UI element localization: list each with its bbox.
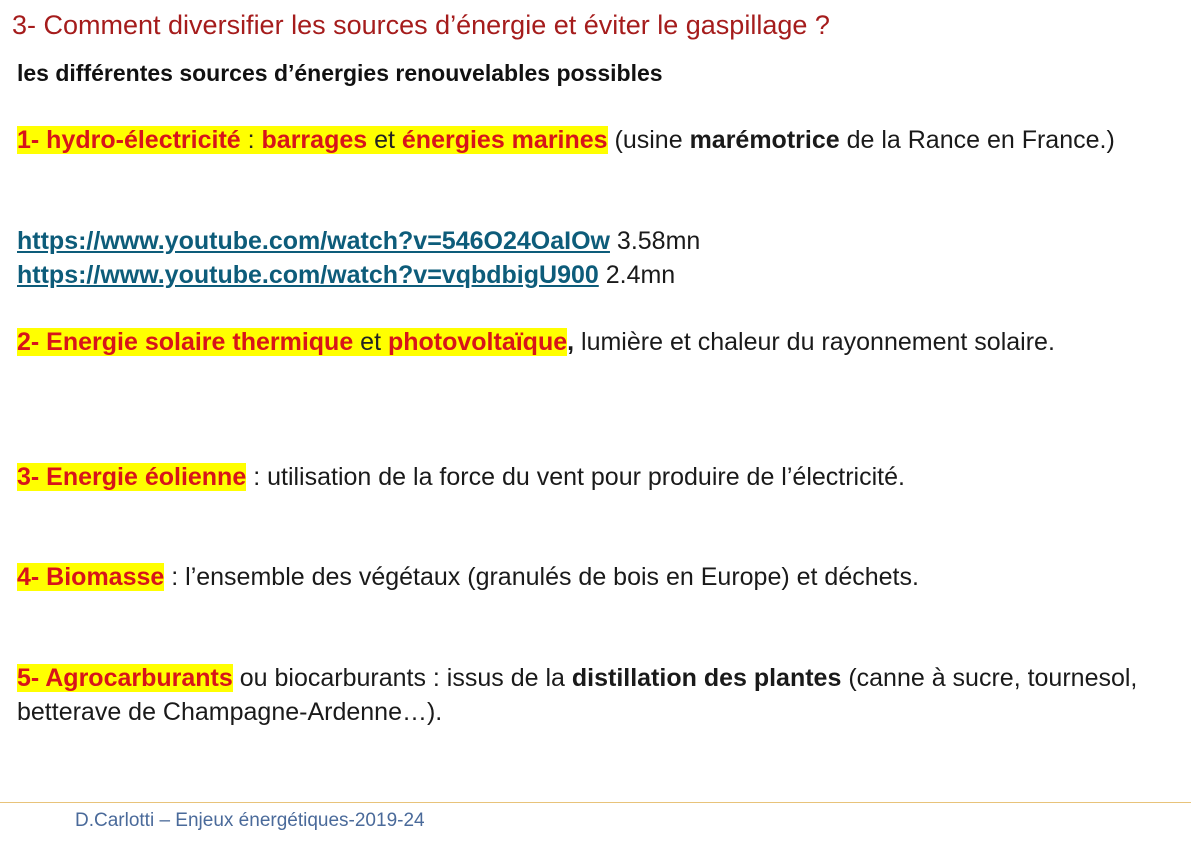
video-link-row-2 bbox=[17, 258, 1167, 292]
item-solar-et: et bbox=[353, 328, 388, 356]
item-biomass-rest: l’ensemble des végétaux (granulés de bois en Europe) et déchets. bbox=[185, 563, 919, 591]
item-biomass bbox=[17, 560, 1167, 594]
item-biomass-sep: : bbox=[164, 563, 186, 591]
item-wind-sep: : bbox=[246, 463, 268, 491]
item-agrofuel bbox=[17, 661, 1167, 729]
item-wind-rest: utilisation de la force du vent pour produire de l’électricité. bbox=[267, 463, 905, 491]
footer-text: D.Carlotti – Enjeux énergétiques-2019-24 bbox=[75, 810, 425, 831]
video-link-row-1 bbox=[17, 224, 1167, 258]
item-hydro-sep: : bbox=[240, 126, 262, 154]
video-link-1[interactable]: https://www.youtube.com/watch?v=546O24OaIOw bbox=[17, 227, 610, 255]
item-hydro-rest-a: (usine bbox=[607, 126, 690, 154]
item-agrofuel-distillation: distillation des plantes bbox=[571, 664, 842, 692]
video-link-2[interactable]: https://www.youtube.com/watch?v=vqbdbigU900 bbox=[17, 261, 599, 289]
page-subtitle: les différentes sources d’énergies renouvelables possibles bbox=[17, 60, 663, 86]
video-duration-1: 3.58mn bbox=[609, 227, 701, 255]
item-hydro-label: 1- hydro-électricité bbox=[17, 126, 241, 154]
item-hydro-barrages: barrages bbox=[261, 126, 368, 154]
footer-divider bbox=[0, 802, 1191, 803]
item-hydro-rest-b: de la Rance en France.) bbox=[839, 126, 1115, 154]
item-wind-label: 3- Energie éolienne bbox=[17, 463, 247, 491]
item-solar-photo: photovoltaïque bbox=[387, 328, 568, 356]
item-hydro-et: et bbox=[367, 126, 402, 154]
video-duration-2: 2.4mn bbox=[598, 261, 676, 289]
item-agrofuel-rest-a: ou biocarburants : issus de la bbox=[232, 664, 572, 692]
item-agrofuel-rest-b: (canne à sucre, tournesol, betterave de Champagne-Ardenne…). bbox=[17, 664, 1138, 726]
item-solar-label: 2- Energie solaire thermique bbox=[17, 328, 354, 356]
page-title: 3- Comment diversifier les sources d’énergie et éviter le gaspillage ? bbox=[12, 10, 830, 40]
item-biomass-label: 4- Biomasse bbox=[17, 563, 165, 591]
item-hydro-marines: énergies marines bbox=[401, 126, 608, 154]
item-agrofuel-label: 5- Agrocarburants bbox=[17, 664, 233, 692]
item-solar-comma: , bbox=[567, 328, 575, 356]
item-hydro bbox=[17, 123, 1167, 157]
item-solar bbox=[17, 325, 1167, 359]
item-wind bbox=[17, 460, 1167, 494]
item-hydro-maremotrice: marémotrice bbox=[689, 126, 840, 154]
item-solar-rest: lumière et chaleur du rayonnement solaire. bbox=[574, 328, 1055, 356]
